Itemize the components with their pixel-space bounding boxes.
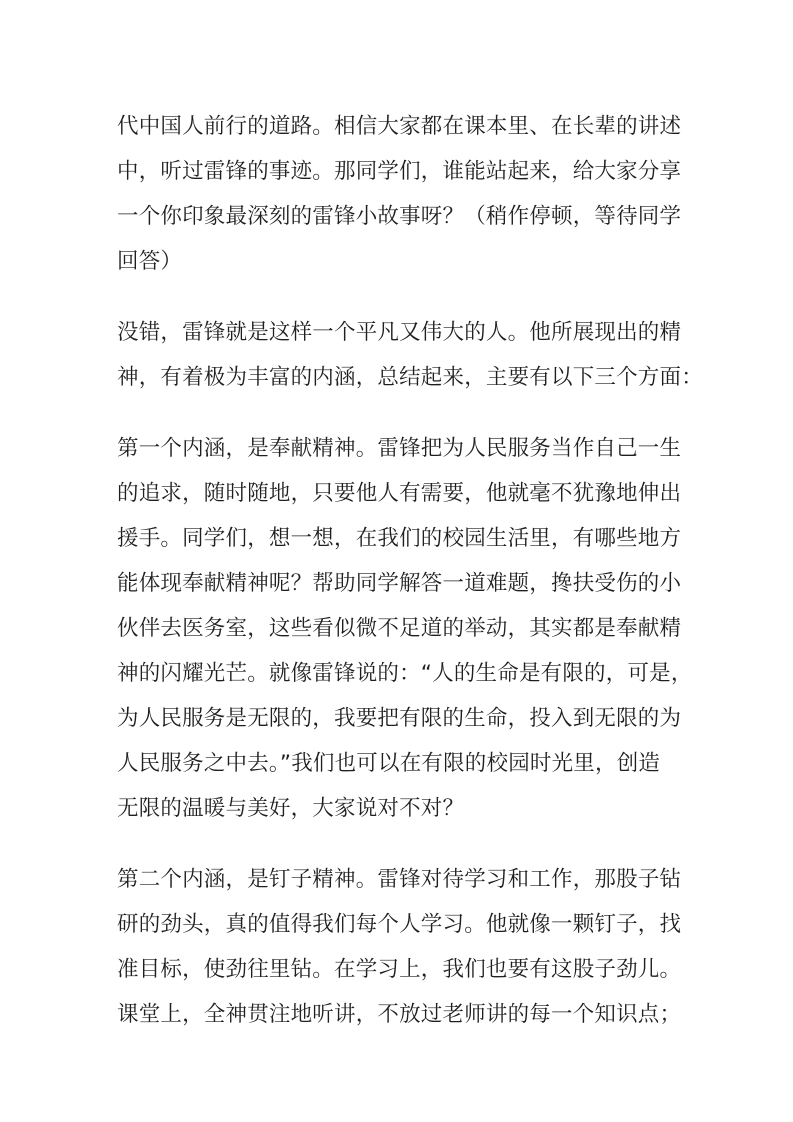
text-line: 课堂上，全神贯注地听讲，不放过老师讲的每一个知识点； [117, 1002, 682, 1027]
text-line: 神的闪耀光芒。就像雷锋说的：“人的生命是有限的，可是， [117, 661, 693, 686]
text-line: 无限的温暖与美好，大家说对不对？ [117, 796, 465, 821]
text-line: 第二个内涵，是钉子精神。雷锋对待学习和工作，那股子钻 [117, 867, 682, 892]
text-line: 人民服务之中去。”我们也可以在有限的校园时光里，创造 [117, 751, 661, 776]
text-line: 回答） [117, 249, 183, 274]
text-line: 神，有着极为丰富的内涵，总结起来，主要有以下三个方面： [117, 365, 703, 390]
paragraph [117, 426, 693, 831]
text-line: 中，听过雷锋的事迹。那同学们，谁能站起来，给大家分享 [117, 159, 682, 184]
paragraph [117, 104, 682, 284]
text-line: 为人民服务是无限的，我要把有限的生命，投入到无限的为 [117, 706, 682, 731]
document-text-block [117, 104, 703, 1037]
text-line: 第一个内涵，是奉献精神。雷锋把为人民服务当作自己一生 [117, 436, 682, 461]
paragraph [117, 310, 703, 400]
text-line: 代中国人前行的道路。相信大家都在课本里、在长辈的讲述 [117, 114, 682, 139]
text-line: 研的劲头，真的值得我们每个人学习。他就像一颗钉子，找 [117, 912, 682, 937]
text-line: 伙伴去医务室，这些看似微不足道的举动，其实都是奉献精 [117, 616, 682, 641]
text-line: 的追求，随时随地，只要他人有需要，他就毫不犹豫地伸出 [117, 481, 682, 506]
text-line: 能体现奉献精神呢？帮助同学解答一道难题，搀扶受伤的小 [117, 571, 682, 596]
paragraph [117, 857, 682, 1037]
text-line: 没错，雷锋就是这样一个平凡又伟大的人。他所展现出的精 [117, 320, 682, 345]
text-line: 援手。同学们，想一想，在我们的校园生活里，有哪些地方 [117, 526, 682, 551]
text-line: 一个你印象最深刻的雷锋小故事呀？（稍作停顿，等待同学 [117, 204, 682, 229]
text-line: 准目标，使劲往里钻。在学习上，我们也要有这股子劲儿。 [117, 957, 682, 982]
